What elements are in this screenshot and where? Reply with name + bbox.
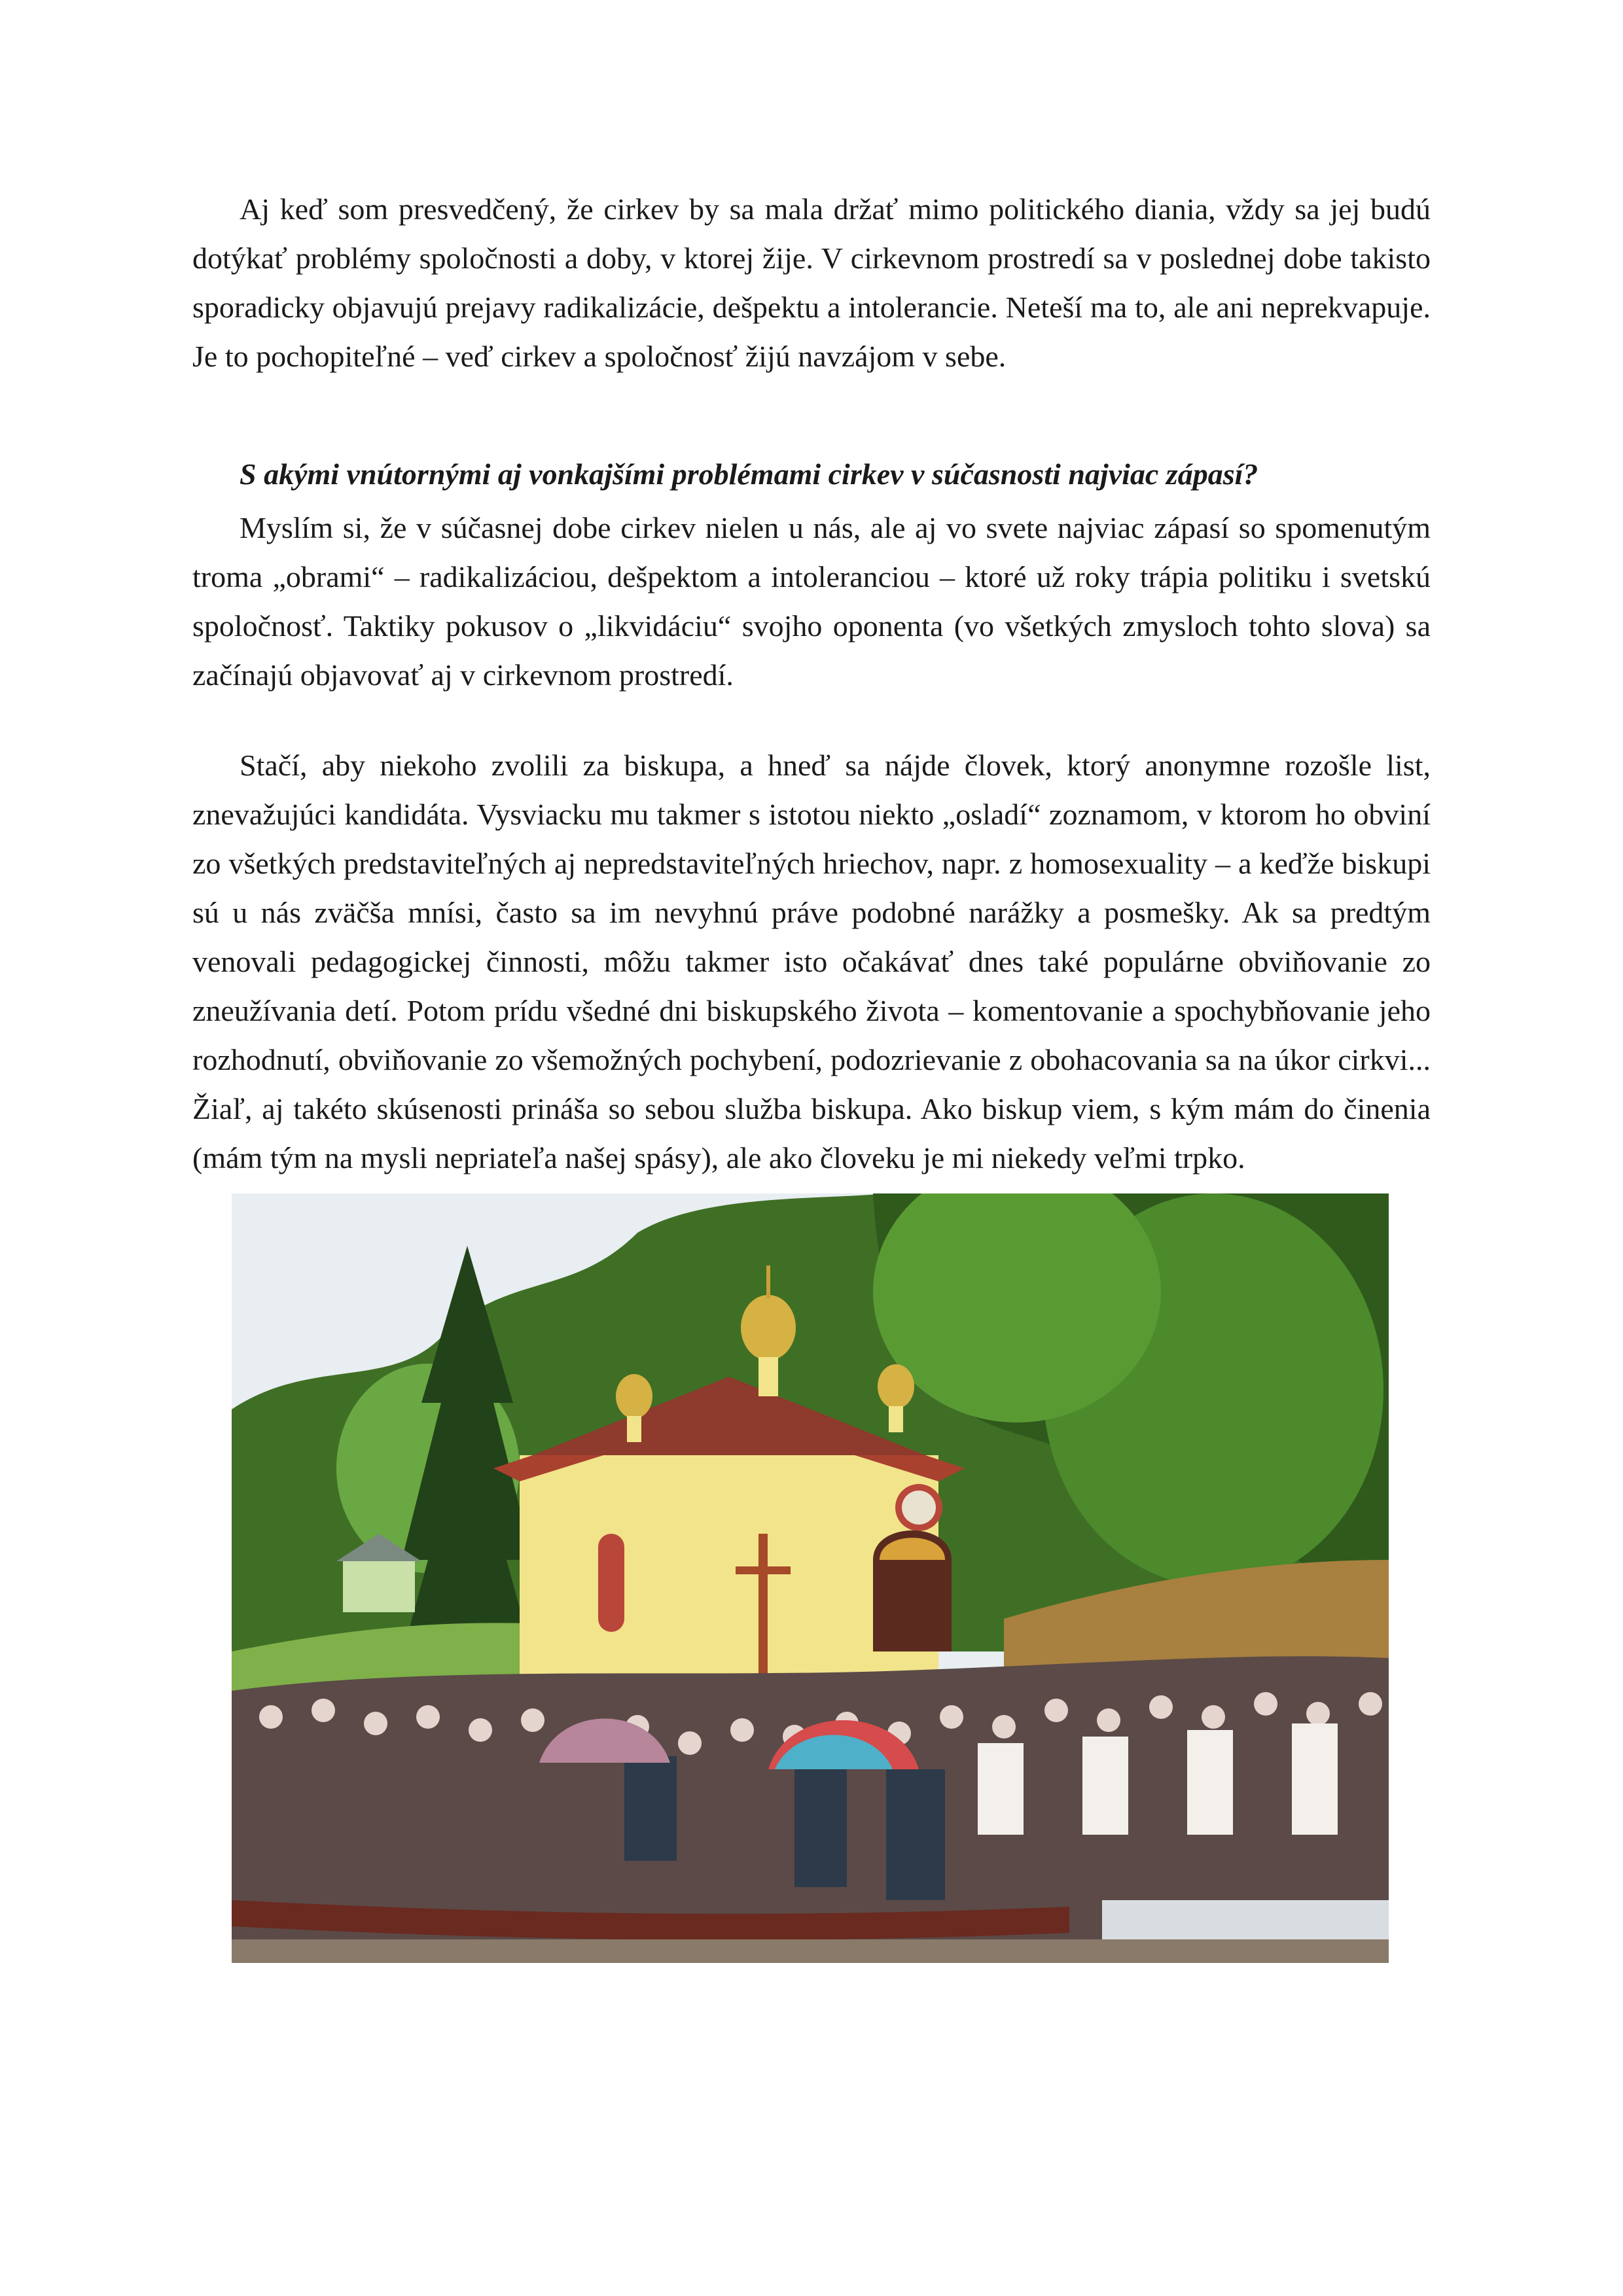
interview-question: S akými vnútornými aj vonkajšími problémami cirkev v súčasnosti najviac zápasí? xyxy=(240,457,1258,491)
paragraph-answer-1: Myslím si, že v súčasnej dobe cirkev nielen u nás, ale aj vo svete najviac zápasí so spomenutým troma „obrami“ – radikalizáciou, dešpektom a intoleranciou – ktoré už roky trápia politiku i svetskú spoločnosť. Taktiky pokusov o „likvidáciu“ svojho oponenta (vo všetkých zmysloch tohto slova) sa začínajú objavovať aj v cirkevnom prostredí. xyxy=(192,511,1431,692)
paragraph-intro: Aj keď som presvedčený, že cirkev by sa mala držať mimo politického diania, vždy sa jej budú dotýkať problémy spoločnosti a doby, v ktorej žije. V cirkevnom prostredí sa v poslednej dobe takisto sporadicky objavujú prejavy radikalizácie, dešpektu a intolerancie. Neteší ma to, ale ani neprekvapuje. Je to pochopiteľné – veď cirkev a spoločnosť žijú navzájom v sebe. xyxy=(192,192,1431,373)
paragraph-answer-2: Stačí, aby niekoho zvolili za biskupa, a hneď sa nájde človek, ktorý anonymne rozošle list, znevažujúci kandidáta. Vysviacku mu takmer s istotou niekto „osladí“ zoznamom, v ktorom ho obviní zo všetkých predstaviteľných aj nepredstaviteľných hriechov, napr. z homosexuality – a keďže biskupi sú u nás zväčša mnísi, často sa im nevyhnú práve podobné narážky a posmešky. Ak sa predtým venovali pedagogickej činnosti, môžu takmer isto očakávať dnes také populárne obviňovanie zo zneužívania detí. Potom prídu všedné dni biskupského života – komentovanie a spochybňovanie jeho rozhodnutí, obviňovanie zo všemožných pochybení, podozrievanie z obohacovania sa na úkor cirkvi... Žiaľ, aj takéto skúsenosti prináša so sebou služba biskupa. Ako biskup viem, s kým mám do činenia (mám tým na mysli nepriateľa našej spásy), ale ako človeku je mi niekedy veľmi trpko. xyxy=(192,749,1431,1174)
chapel-gathering-photo xyxy=(232,1193,1389,1963)
